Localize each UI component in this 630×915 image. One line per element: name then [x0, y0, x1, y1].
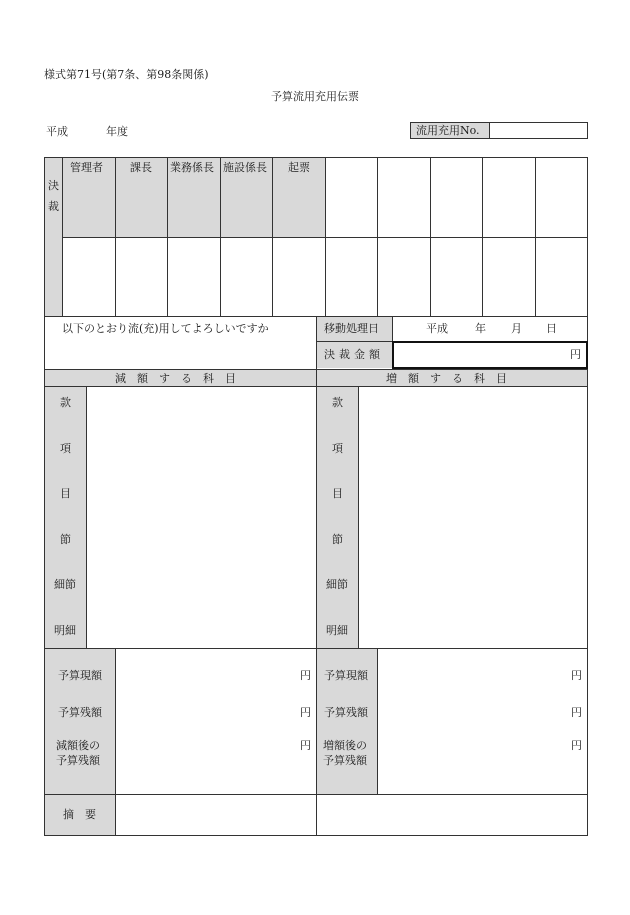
approval-label	[45, 180, 62, 212]
stamp-cell[interactable]	[536, 158, 587, 236]
yen-unit: 円	[571, 739, 582, 752]
fiscal-year-field[interactable]	[74, 121, 104, 141]
item-meisai: 明細	[54, 624, 76, 637]
decrease-after-label-line2: 予算残額	[56, 754, 100, 767]
role-facilities-chief: 施設係長	[223, 161, 267, 174]
increase-after-field[interactable]	[378, 732, 586, 772]
decrease-after-field[interactable]	[116, 732, 315, 772]
form-number: 様式第71号(第7条、第98条関係)	[44, 68, 209, 81]
approval-label-char: 決	[48, 179, 59, 192]
stamp-cell[interactable]	[431, 158, 481, 236]
item-kan: 款	[332, 396, 343, 409]
yen-unit: 円	[300, 669, 311, 682]
stamp-cell[interactable]	[273, 176, 324, 236]
role-manager: 管理者	[70, 161, 103, 174]
item-saisetsu: 細節	[326, 578, 348, 591]
stamp-cell[interactable]	[116, 176, 166, 236]
summary-label: 摘 要	[63, 808, 96, 821]
voucher-no-field[interactable]	[489, 122, 588, 139]
increase-budget-remaining-label: 予算残額	[324, 706, 368, 719]
approved-amount-field[interactable]	[392, 341, 588, 369]
page-title: 予算流用充用伝票	[271, 90, 359, 103]
increase-after-label-line2: 予算残額	[323, 754, 367, 767]
increase-budget-current-label: 予算現額	[324, 669, 368, 682]
role-section-chief: 課長	[130, 161, 152, 174]
increase-after-label-line1: 増額後の	[323, 739, 367, 752]
item-kou: 項	[60, 442, 71, 455]
increase-subject-header: 増額する科目	[386, 372, 518, 385]
transfer-date-day: 日	[546, 322, 557, 335]
stamp-cell[interactable]	[168, 176, 219, 236]
approved-amount-label: 決裁金額	[324, 348, 384, 361]
era-label: 平成	[46, 125, 68, 138]
decrease-budget-current-field[interactable]	[116, 660, 315, 688]
stamp-cell[interactable]	[378, 158, 429, 236]
item-setsu: 節	[332, 533, 343, 546]
yen-unit: 円	[300, 706, 311, 719]
transfer-date-field[interactable]	[393, 317, 587, 340]
transfer-date-year: 年	[475, 322, 486, 335]
fiscal-year-label: 年度	[106, 125, 128, 138]
decrease-budget-remaining-field[interactable]	[116, 697, 315, 725]
stamp-cell[interactable]	[63, 176, 114, 236]
approval-label-char: 裁	[48, 200, 59, 213]
transfer-date-era: 平成	[426, 322, 448, 335]
stamp-cell[interactable]	[326, 158, 376, 236]
item-moku: 目	[332, 487, 343, 500]
summary-field[interactable]	[116, 796, 587, 834]
stamp-cell[interactable]	[483, 158, 534, 236]
item-moku: 目	[60, 487, 71, 500]
item-kou: 項	[332, 442, 343, 455]
increase-items-labels	[317, 386, 358, 648]
item-meisai: 明細	[326, 624, 348, 637]
transfer-date-label: 移動処理日	[324, 322, 379, 335]
yen-unit: 円	[571, 669, 582, 682]
item-setsu: 節	[60, 533, 71, 546]
item-kan: 款	[60, 396, 71, 409]
increase-items-field[interactable]	[359, 387, 587, 647]
yen-unit: 円	[300, 739, 311, 752]
item-saisetsu: 細節	[54, 578, 76, 591]
yen-unit: 円	[571, 706, 582, 719]
transfer-date-month: 月	[511, 322, 522, 335]
increase-budget-remaining-field[interactable]	[378, 697, 586, 725]
role-drafter: 起票	[288, 161, 310, 174]
decrease-items-field[interactable]	[87, 387, 315, 647]
voucher-no-label: 流用充用No.	[416, 124, 480, 137]
decrease-budget-remaining-label: 予算残額	[58, 706, 102, 719]
decrease-budget-current-label: 予算現額	[58, 669, 102, 682]
approved-amount-unit: 円	[570, 348, 581, 361]
approval-question: 以下のとおり流(充)用してよろしいですか	[62, 322, 269, 335]
role-operations-chief: 業務係長	[170, 161, 214, 174]
increase-budget-current-field[interactable]	[378, 660, 586, 688]
decrease-after-label-line1: 減額後の	[56, 739, 100, 752]
decrease-subject-header: 減額する科目	[115, 372, 247, 385]
decrease-items-labels	[45, 386, 86, 648]
stamp-cell[interactable]	[221, 176, 271, 236]
